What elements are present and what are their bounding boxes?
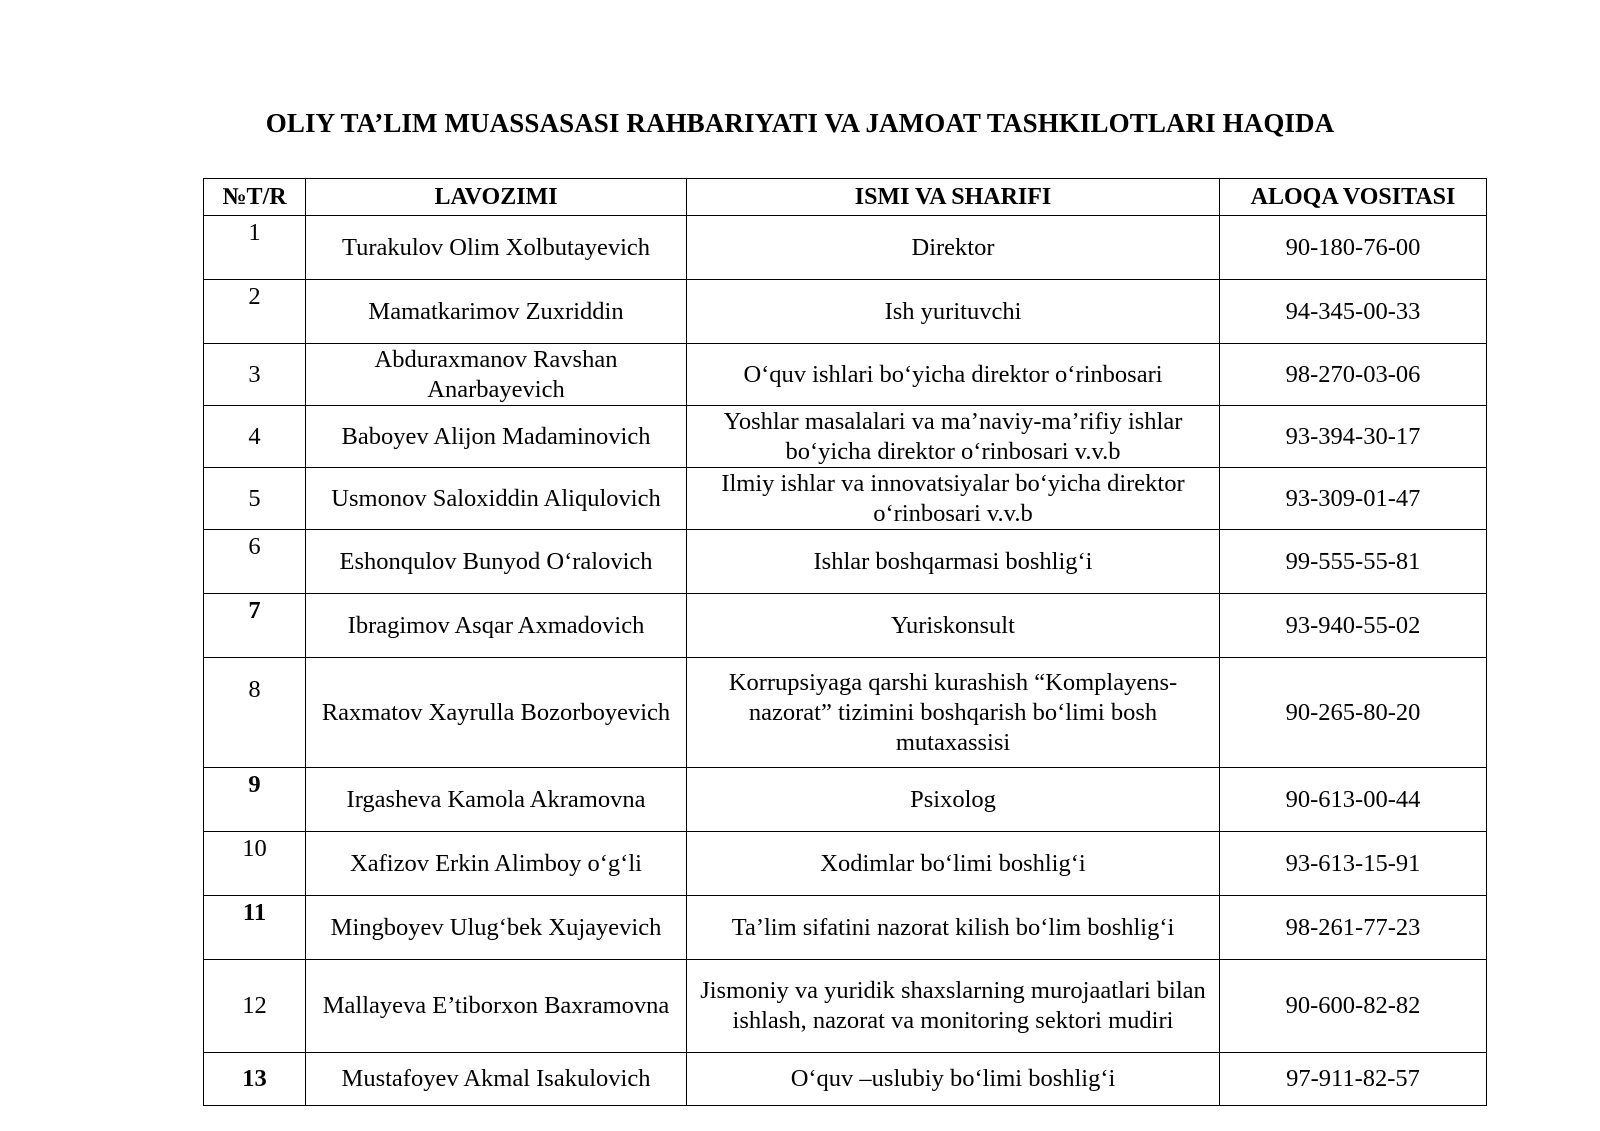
row-number: 11 [204, 896, 306, 960]
table-row [204, 658, 1487, 768]
row-name: Irgasheva Kamola Akramovna [306, 768, 687, 832]
header-aloqa-vositasi: ALOQA VOSITASI [1220, 179, 1487, 216]
row-position: Korrupsiyaga qarshi kurashish “Komplayens-nazorat” tizimini boshqarish bo‘limi bosh mutaxassisi [687, 658, 1220, 768]
table-header-row [204, 179, 1487, 216]
table-row [204, 216, 1487, 280]
table-row [204, 280, 1487, 344]
row-phone: 90-613-00-44 [1220, 768, 1487, 832]
row-position: Ta’lim sifatini nazorat kilish bo‘lim boshlig‘i [687, 896, 1220, 960]
table-row [204, 530, 1487, 594]
row-name: Xafizov Erkin Alimboy o‘g‘li [306, 832, 687, 896]
row-phone: 93-613-15-91 [1220, 832, 1487, 896]
staff-contacts-table [203, 178, 1487, 1106]
row-name: Raxmatov Xayrulla Bozorboyevich [306, 658, 687, 768]
header-ismi-va-sharifi: ISMI VA SHARIFI [687, 179, 1220, 216]
row-number: 7 [204, 594, 306, 658]
row-name: Turakulov Olim Xolbutayevich [306, 216, 687, 280]
document-title: OLIY TA’LIM MUASSASASI RAHBARIYATI VA JAMOAT TASHKILOTLARI HAQIDA [265, 108, 1335, 138]
row-number: 4 [204, 406, 306, 468]
row-number: 1 [204, 216, 306, 280]
row-name: Mustafoyev Akmal Isakulovich [306, 1053, 687, 1106]
table-row [204, 1053, 1487, 1106]
table-row [204, 832, 1487, 896]
row-position: Yuriskonsult [687, 594, 1220, 658]
table-row [204, 896, 1487, 960]
row-number: 3 [204, 344, 306, 406]
row-name: Eshonqulov Bunyod O‘ralovich [306, 530, 687, 594]
header-lavozimi: LAVOZIMI [306, 179, 687, 216]
row-number: 8 [204, 658, 306, 768]
row-position: Direktor [687, 216, 1220, 280]
header-number: №T/R [204, 179, 306, 216]
table-row [204, 768, 1487, 832]
row-name: Ibragimov Asqar Axmadovich [306, 594, 687, 658]
row-position: Ish yurituvchi [687, 280, 1220, 344]
row-number: 2 [204, 280, 306, 344]
row-position: Ishlar boshqarmasi boshlig‘i [687, 530, 1220, 594]
row-phone: 90-600-82-82 [1220, 960, 1487, 1053]
table-row [204, 406, 1487, 468]
row-phone: 93-940-55-02 [1220, 594, 1487, 658]
table-row [204, 960, 1487, 1053]
row-number: 12 [204, 960, 306, 1053]
row-phone: 90-265-80-20 [1220, 658, 1487, 768]
row-number: 10 [204, 832, 306, 896]
row-name: Abduraxmanov Ravshan Anarbayevich [306, 344, 687, 406]
row-position: O‘quv –uslubiy bo‘limi boshlig‘i [687, 1053, 1220, 1106]
row-phone: 98-270-03-06 [1220, 344, 1487, 406]
row-position: Jismoniy va yuridik shaxslarning murojaatlari bilan ishlash, nazorat va monitoring sektori mudiri [687, 960, 1220, 1053]
row-number: 9 [204, 768, 306, 832]
row-number: 6 [204, 530, 306, 594]
row-phone: 97-911-82-57 [1220, 1053, 1487, 1106]
row-position: O‘quv ishlari bo‘yicha direktor o‘rinbosari [687, 344, 1220, 406]
row-phone: 94-345-00-33 [1220, 280, 1487, 344]
row-name: Baboyev Alijon Madaminovich [306, 406, 687, 468]
row-name: Mallayeva E’tiborxon Baxramovna [306, 960, 687, 1053]
table-row [204, 468, 1487, 530]
table-row [204, 594, 1487, 658]
row-position: Xodimlar bo‘limi boshlig‘i [687, 832, 1220, 896]
row-position: Yoshlar masalalari va ma’naviy-ma’rifiy ishlar bo‘yicha direktor o‘rinbosari v.v.b [687, 406, 1220, 468]
row-phone: 98-261-77-23 [1220, 896, 1487, 960]
table-row [204, 344, 1487, 406]
row-name: Mamatkarimov Zuxriddin [306, 280, 687, 344]
row-phone: 99-555-55-81 [1220, 530, 1487, 594]
row-number: 5 [204, 468, 306, 530]
row-position: Ilmiy ishlar va innovatsiyalar bo‘yicha direktor o‘rinbosari v.v.b [687, 468, 1220, 530]
row-phone: 90-180-76-00 [1220, 216, 1487, 280]
row-name: Mingboyev Ulug‘bek Xujayevich [306, 896, 687, 960]
row-position: Psixolog [687, 768, 1220, 832]
row-number: 13 [204, 1053, 306, 1106]
row-name: Usmonov Saloxiddin Aliqulovich [306, 468, 687, 530]
row-phone: 93-394-30-17 [1220, 406, 1487, 468]
row-phone: 93-309-01-47 [1220, 468, 1487, 530]
